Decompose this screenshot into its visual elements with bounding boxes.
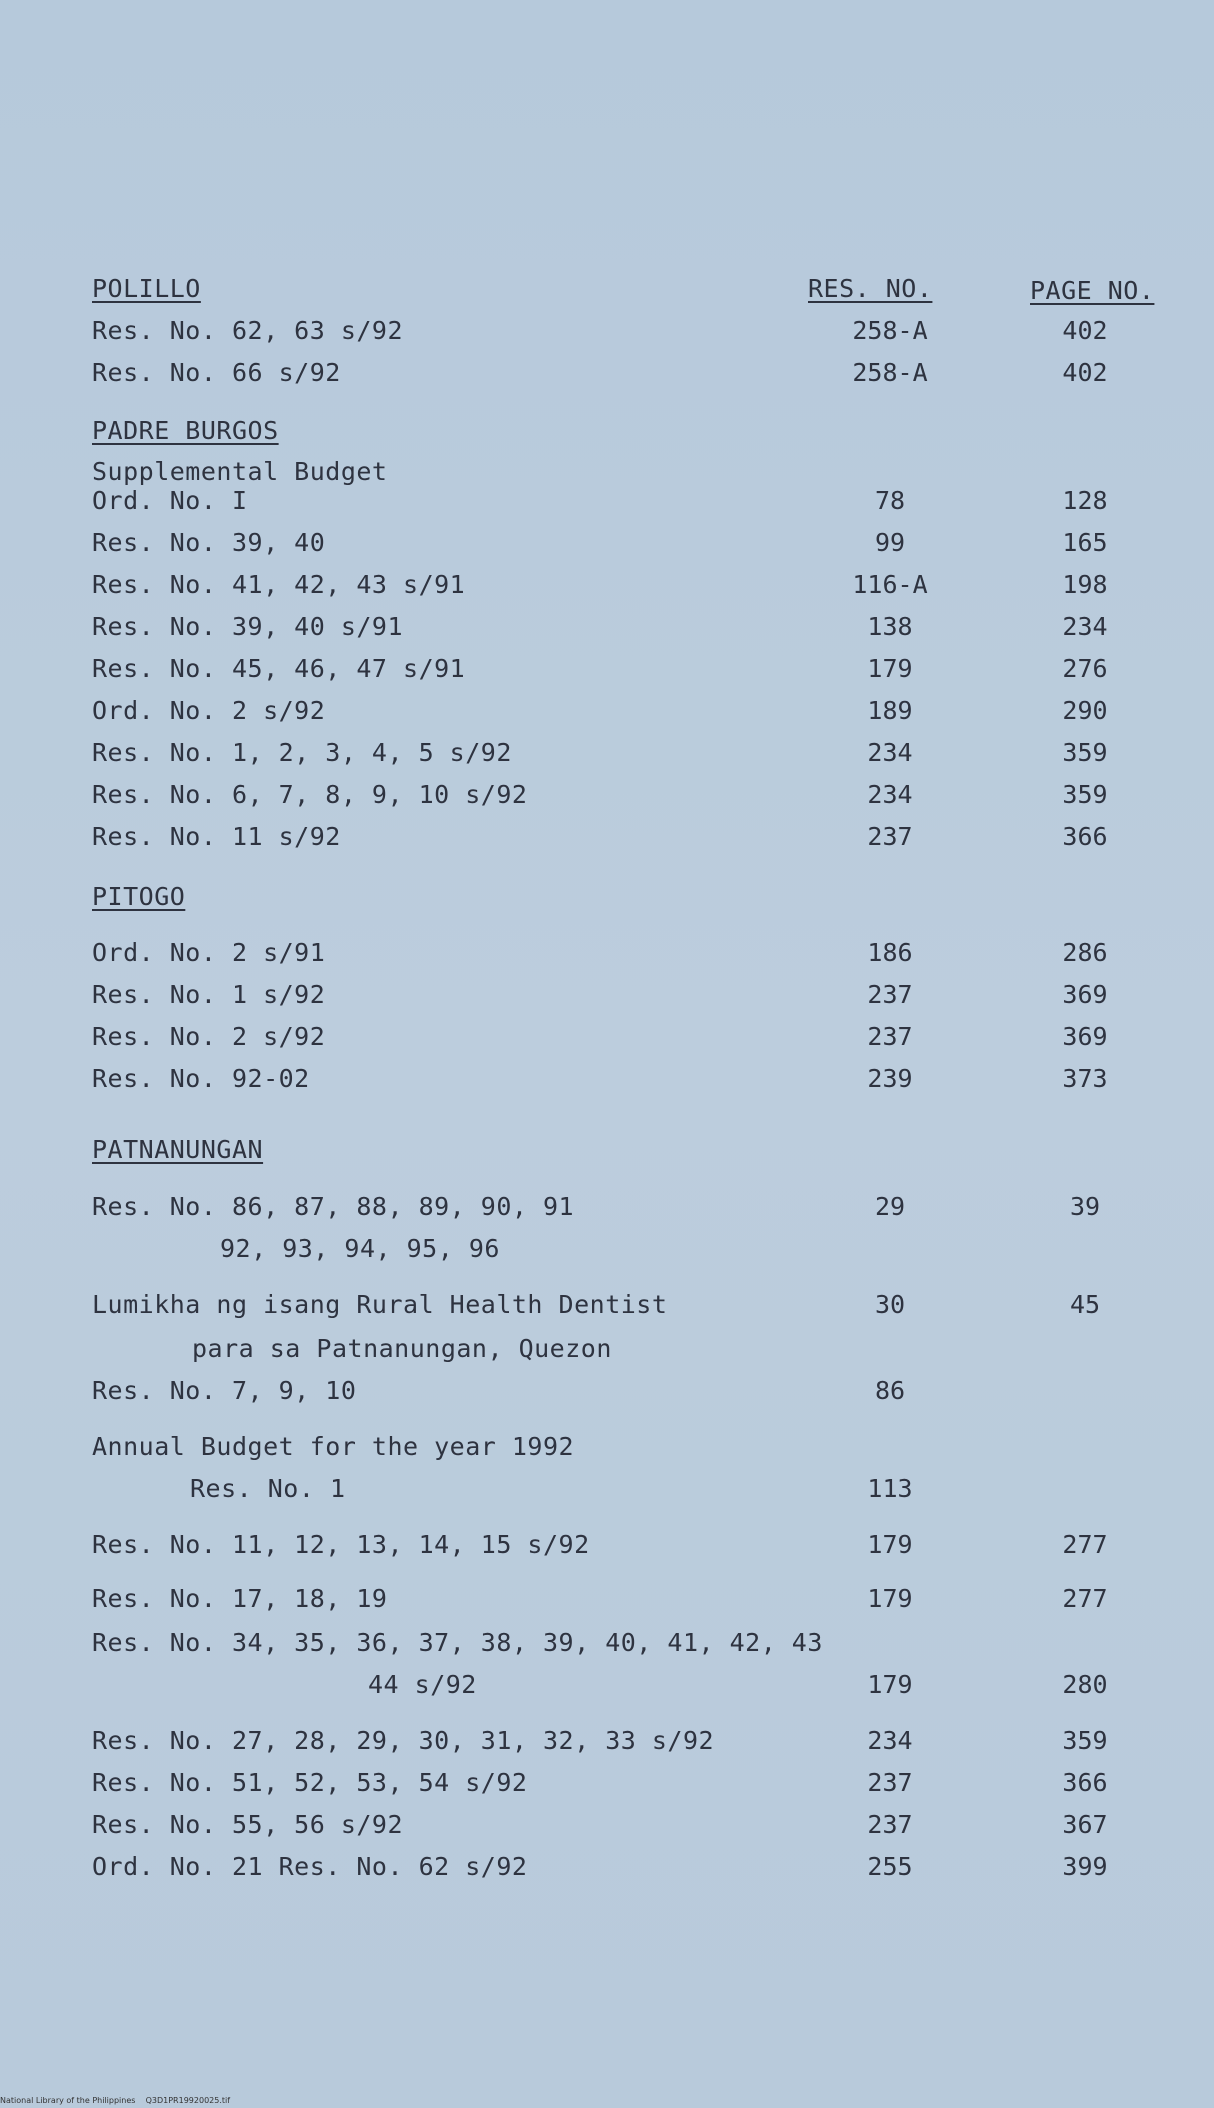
res-no-value: 234 xyxy=(867,738,913,767)
res-no-value: 29 xyxy=(874,1192,906,1221)
page-no-value: 45 xyxy=(1069,1290,1101,1319)
res-no-value: 189 xyxy=(867,696,913,725)
page-no-value: 165 xyxy=(1062,528,1108,557)
res-no-value: 255 xyxy=(867,1852,913,1881)
res-no-value: 258-A xyxy=(852,358,928,387)
entry-text: Res. No. 34, 35, 36, 37, 38, 39, 40, 41, 42, 43 xyxy=(92,1628,823,1657)
entry-text: Annual Budget for the year 1992 xyxy=(92,1432,575,1461)
page-no-value: 369 xyxy=(1062,980,1108,1009)
page-no-value: 234 xyxy=(1062,612,1108,641)
entry-text: Res. No. 92-02 xyxy=(92,1064,310,1093)
page-no-value: 286 xyxy=(1062,938,1108,967)
res-no-value: 86 xyxy=(874,1376,906,1405)
page-no-value: 399 xyxy=(1062,1852,1108,1881)
entry-text: Res. No. 62, 63 s/92 xyxy=(92,316,404,345)
entry-text: Res. No. 7, 9, 10 xyxy=(92,1376,357,1405)
page-no-value: 366 xyxy=(1062,822,1108,851)
entry-text: Ord. No. I xyxy=(92,486,248,515)
entry-text: Res. No. 17, 18, 19 xyxy=(92,1584,388,1613)
section-heading: PITOGO xyxy=(92,882,186,911)
res-no-value: 138 xyxy=(867,612,913,641)
page-no-value: 198 xyxy=(1062,570,1108,599)
entry-text: Ord. No. 2 s/92 xyxy=(92,696,326,725)
page-no-value: 128 xyxy=(1062,486,1108,515)
res-no-value: 237 xyxy=(867,1768,913,1797)
section-heading-polillo: POLILLO xyxy=(92,274,201,303)
res-no-value: 237 xyxy=(867,1810,913,1839)
page-no-value: 280 xyxy=(1062,1670,1108,1699)
footer-caption: National Library of the Philippines Q3D1PR19920025.tif xyxy=(0,2096,231,2105)
entry-text: Res. No. 11, 12, 13, 14, 15 s/92 xyxy=(92,1530,590,1559)
entry-text: Res. No. 66 s/92 xyxy=(92,358,341,387)
entry-text: Supplemental Budget xyxy=(92,457,388,486)
entry-text: 44 s/92 xyxy=(368,1670,477,1699)
entry-text: Res. No. 86, 87, 88, 89, 90, 91 xyxy=(92,1192,575,1221)
entry-text: Res. No. 55, 56 s/92 xyxy=(92,1810,404,1839)
page-no-value: 276 xyxy=(1062,654,1108,683)
entry-text: 92, 93, 94, 95, 96 xyxy=(220,1234,500,1263)
res-no-value: 186 xyxy=(867,938,913,967)
res-no-value: 237 xyxy=(867,1022,913,1051)
entry-text: Res. No. 1, 2, 3, 4, 5 s/92 xyxy=(92,738,512,767)
res-no-value: 179 xyxy=(867,654,913,683)
section-heading: PATNANUNGAN xyxy=(92,1135,264,1164)
entry-text: Res. No. 39, 40 xyxy=(92,528,326,557)
page-no-value: 366 xyxy=(1062,1768,1108,1797)
res-no-value: 234 xyxy=(867,780,913,809)
entry-text: Res. No. 41, 42, 43 s/91 xyxy=(92,570,466,599)
res-no-value: 30 xyxy=(874,1290,906,1319)
res-no-value: 179 xyxy=(867,1670,913,1699)
entry-text: Res. No. 39, 40 s/91 xyxy=(92,612,404,641)
res-no-value: 113 xyxy=(867,1474,913,1503)
page-no-value: 359 xyxy=(1062,738,1108,767)
page-no-value: 369 xyxy=(1062,1022,1108,1051)
res-no-value: 99 xyxy=(874,528,906,557)
page-no-value: 277 xyxy=(1062,1530,1108,1559)
entry-text: Lumikha ng isang Rural Health Dentist xyxy=(92,1290,668,1319)
res-no-value: 179 xyxy=(867,1530,913,1559)
res-no-column-header: RES. NO. xyxy=(808,274,933,303)
entry-text: Res. No. 2 s/92 xyxy=(92,1022,326,1051)
entry-text: Res. No. 11 s/92 xyxy=(92,822,341,851)
page-no-value: 402 xyxy=(1062,358,1108,387)
res-no-value: 234 xyxy=(867,1726,913,1755)
page-no-value: 39 xyxy=(1069,1192,1101,1221)
entry-text: Res. No. 6, 7, 8, 9, 10 s/92 xyxy=(92,780,528,809)
entry-text: Ord. No. 21 Res. No. 62 s/92 xyxy=(92,1852,528,1881)
entry-text: Ord. No. 2 s/91 xyxy=(92,938,326,967)
res-no-value: 237 xyxy=(867,822,913,851)
page-no-value: 367 xyxy=(1062,1810,1108,1839)
page-no-value: 359 xyxy=(1062,1726,1108,1755)
entry-text: Res. No. 45, 46, 47 s/91 xyxy=(92,654,466,683)
page-no-value: 373 xyxy=(1062,1064,1108,1093)
res-no-value: 258-A xyxy=(852,316,928,345)
page-no-value: 290 xyxy=(1062,696,1108,725)
entry-text: para sa Patnanungan, Quezon xyxy=(192,1334,612,1363)
res-no-value: 116-A xyxy=(852,570,928,599)
res-no-value: 179 xyxy=(867,1584,913,1613)
entry-text: Res. No. 27, 28, 29, 30, 31, 32, 33 s/92 xyxy=(92,1726,715,1755)
section-heading: PADRE BURGOS xyxy=(92,416,279,445)
res-no-value: 237 xyxy=(867,980,913,1009)
entry-text: Res. No. 51, 52, 53, 54 s/92 xyxy=(92,1768,528,1797)
res-no-value: 239 xyxy=(867,1064,913,1093)
page-no-value: 402 xyxy=(1062,316,1108,345)
page-no-value: 277 xyxy=(1062,1584,1108,1613)
page-no-column-header: PAGE NO. xyxy=(1030,276,1155,305)
page-no-value: 359 xyxy=(1062,780,1108,809)
entry-text: Res. No. 1 s/92 xyxy=(92,980,326,1009)
res-no-value: 78 xyxy=(874,486,906,515)
entry-text: Res. No. 1 xyxy=(190,1474,346,1503)
